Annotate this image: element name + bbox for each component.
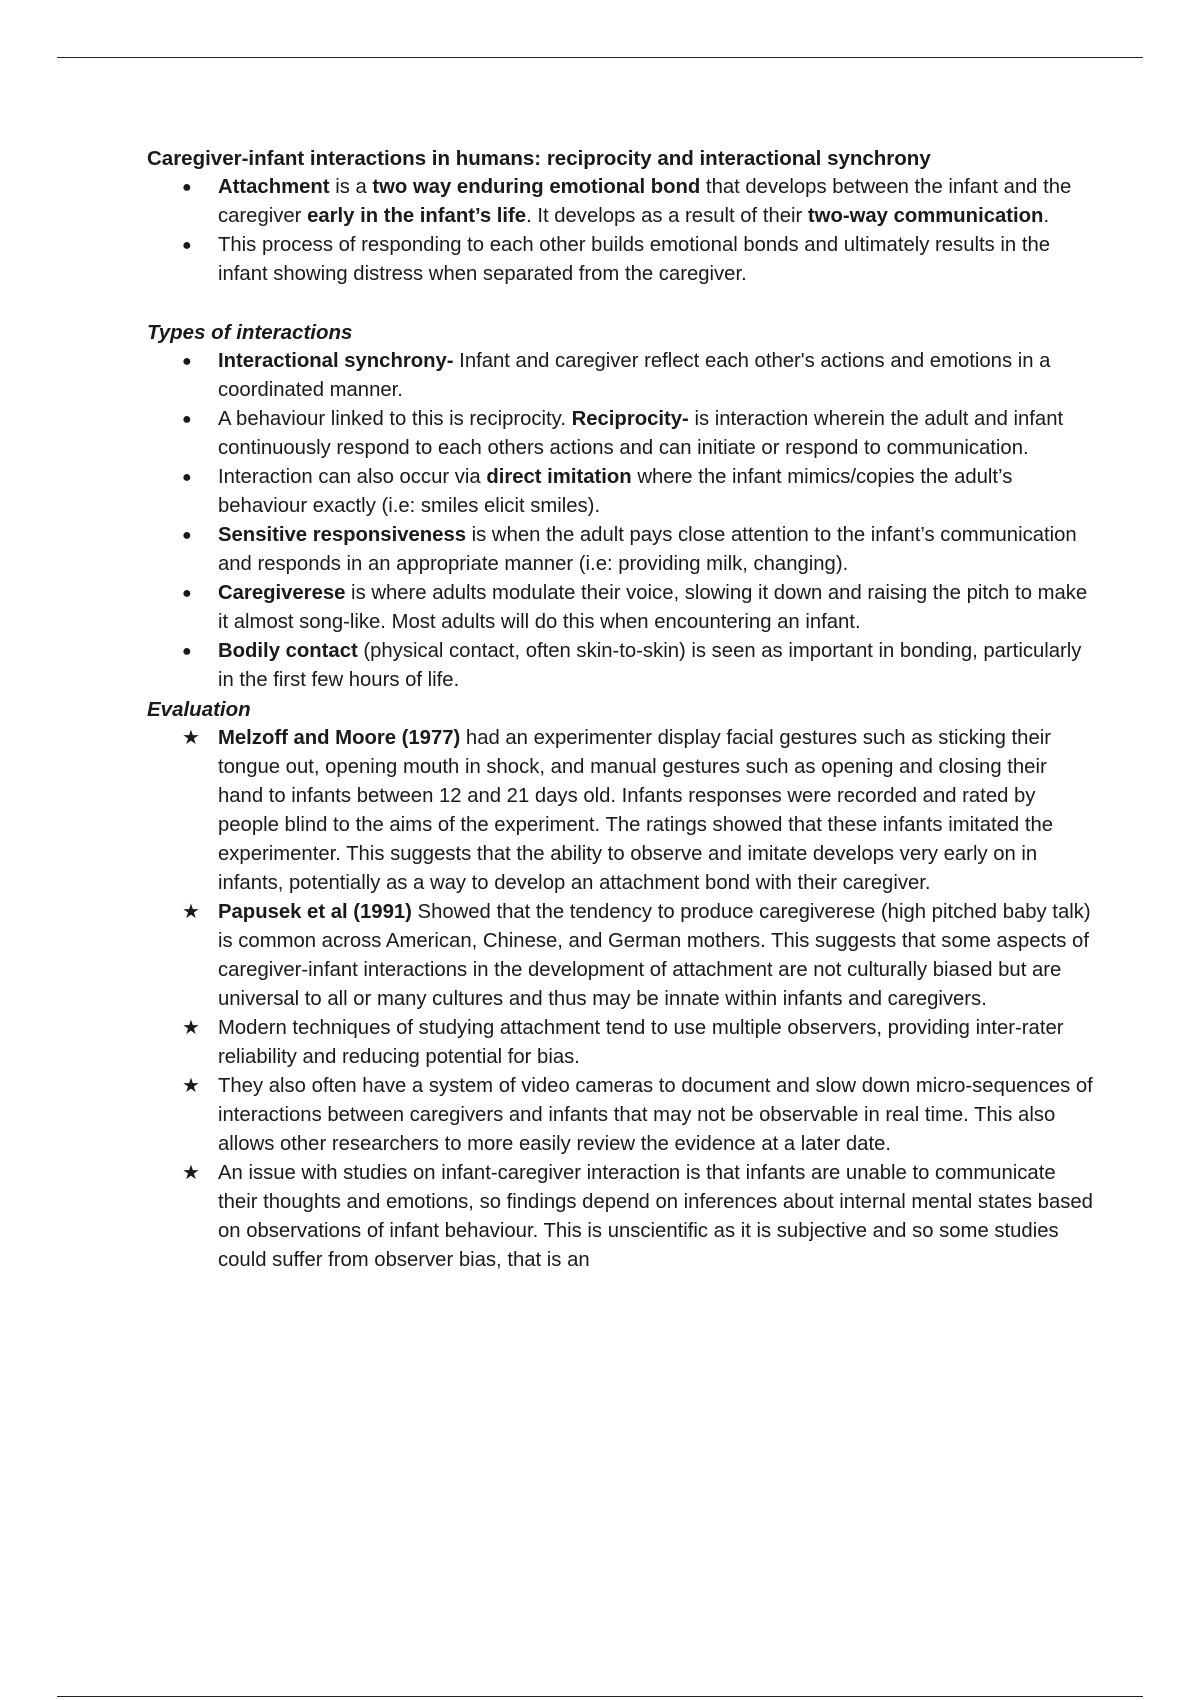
star-icon: ★ (182, 1162, 200, 1184)
list-item: ● A behaviour linked to this is reciprocity. Reciprocity- is interaction wherein the adult and infant continuously respond to each others actions and can initiate or respond to communication. (147, 405, 1097, 463)
evaluation-list (147, 724, 1097, 1275)
types-list (147, 347, 1097, 695)
bullet-icon: ● (182, 411, 192, 428)
list-item: ★ Papusek et al (1991) Showed that the tendency to produce caregiverese (high pitched baby talk) is common across American, Chinese, and German mothers. This suggests that some aspects of caregiver-infant interactions in the development of attachment are not culturally biased but are universal to all or many cultures and thus may be innate within infants and caregivers. (147, 898, 1097, 1014)
list-item: ● Attachment is a two way enduring emotional bond that develops between the infant and the caregiver early in the infant’s life. It develops as a result of their two-way communication. (147, 173, 1097, 231)
bullet-icon: ● (182, 469, 192, 486)
list-item: ● Sensitive responsiveness is when the adult pays close attention to the infant’s communication and responds in an appropriate manner (i.e: providing milk, changing). (147, 521, 1097, 579)
bullet-icon: ● (182, 527, 192, 544)
list-item: ● Bodily contact (physical contact, often skin-to-skin) is seen as important in bonding, particularly in the first few hours of life. (147, 637, 1097, 695)
bullet-icon: ● (182, 353, 192, 370)
list-item: ★ Melzoff and Moore (1977) had an experimenter display facial gestures such as sticking their tongue out, opening mouth in shock, and manual gestures such as opening and closing their hand to infants between 12 and 21 days old. Infants responses were recorded and rated by people blind to the aims of the experiment. The ratings showed that these infants imitated the experimenter. This suggests that the ability to observe and imitate develops very early on in infants, potentially as a way to develop an attachment bond with their caregiver. (147, 724, 1097, 898)
list-item: ★ They also often have a system of video cameras to document and slow down micro-sequences of interactions between caregivers and infants that may not be observable in real time. This also allows other researchers to more easily review the evidence at a later date. (147, 1072, 1097, 1159)
bullet-icon: ● (182, 585, 192, 602)
bottom-rule (57, 1696, 1143, 1697)
list-item: ● Interaction can also occur via direct imitation where the infant mimics/copies the adult’s behaviour exactly (i.e: smiles elicit smiles). (147, 463, 1097, 521)
list-item: ★ Modern techniques of studying attachment tend to use multiple observers, providing inter-rater reliability and reducing potential for bias. (147, 1014, 1097, 1072)
list-item: ★ An issue with studies on infant-caregiver interaction is that infants are unable to communicate their thoughts and emotions, so findings depend on inferences about internal mental states based on observations of infant behaviour. This is unscientific as it is subjective and so some studies could suffer from observer bias, that is an (147, 1159, 1097, 1275)
bullet-icon: ● (182, 179, 192, 196)
bullet-icon: ● (182, 237, 192, 254)
document-body (147, 144, 1097, 1275)
list-item: ● Interactional synchrony- Infant and caregiver reflect each other's actions and emotions in a coordinated manner. (147, 347, 1097, 405)
attachment-list (147, 173, 1097, 289)
spacer (147, 289, 1097, 318)
section-heading-evaluation: Evaluation (147, 698, 251, 721)
bullet-icon: ● (182, 643, 192, 660)
star-icon: ★ (182, 1075, 200, 1097)
section-heading-types: Types of interactions (147, 321, 353, 344)
list-item: ● This process of responding to each other builds emotional bonds and ultimately results in the infant showing distress when separated from the caregiver. (147, 231, 1097, 289)
star-icon: ★ (182, 727, 200, 749)
section-heading-caregiver-infant: Caregiver-infant interactions in humans: reciprocity and interactional synchrony (147, 147, 931, 170)
top-rule (57, 57, 1143, 58)
star-icon: ★ (182, 901, 200, 923)
list-item: ● Caregiverese is where adults modulate their voice, slowing it down and raising the pitch to make it almost song-like. Most adults will do this when encountering an infant. (147, 579, 1097, 637)
star-icon: ★ (182, 1017, 200, 1039)
